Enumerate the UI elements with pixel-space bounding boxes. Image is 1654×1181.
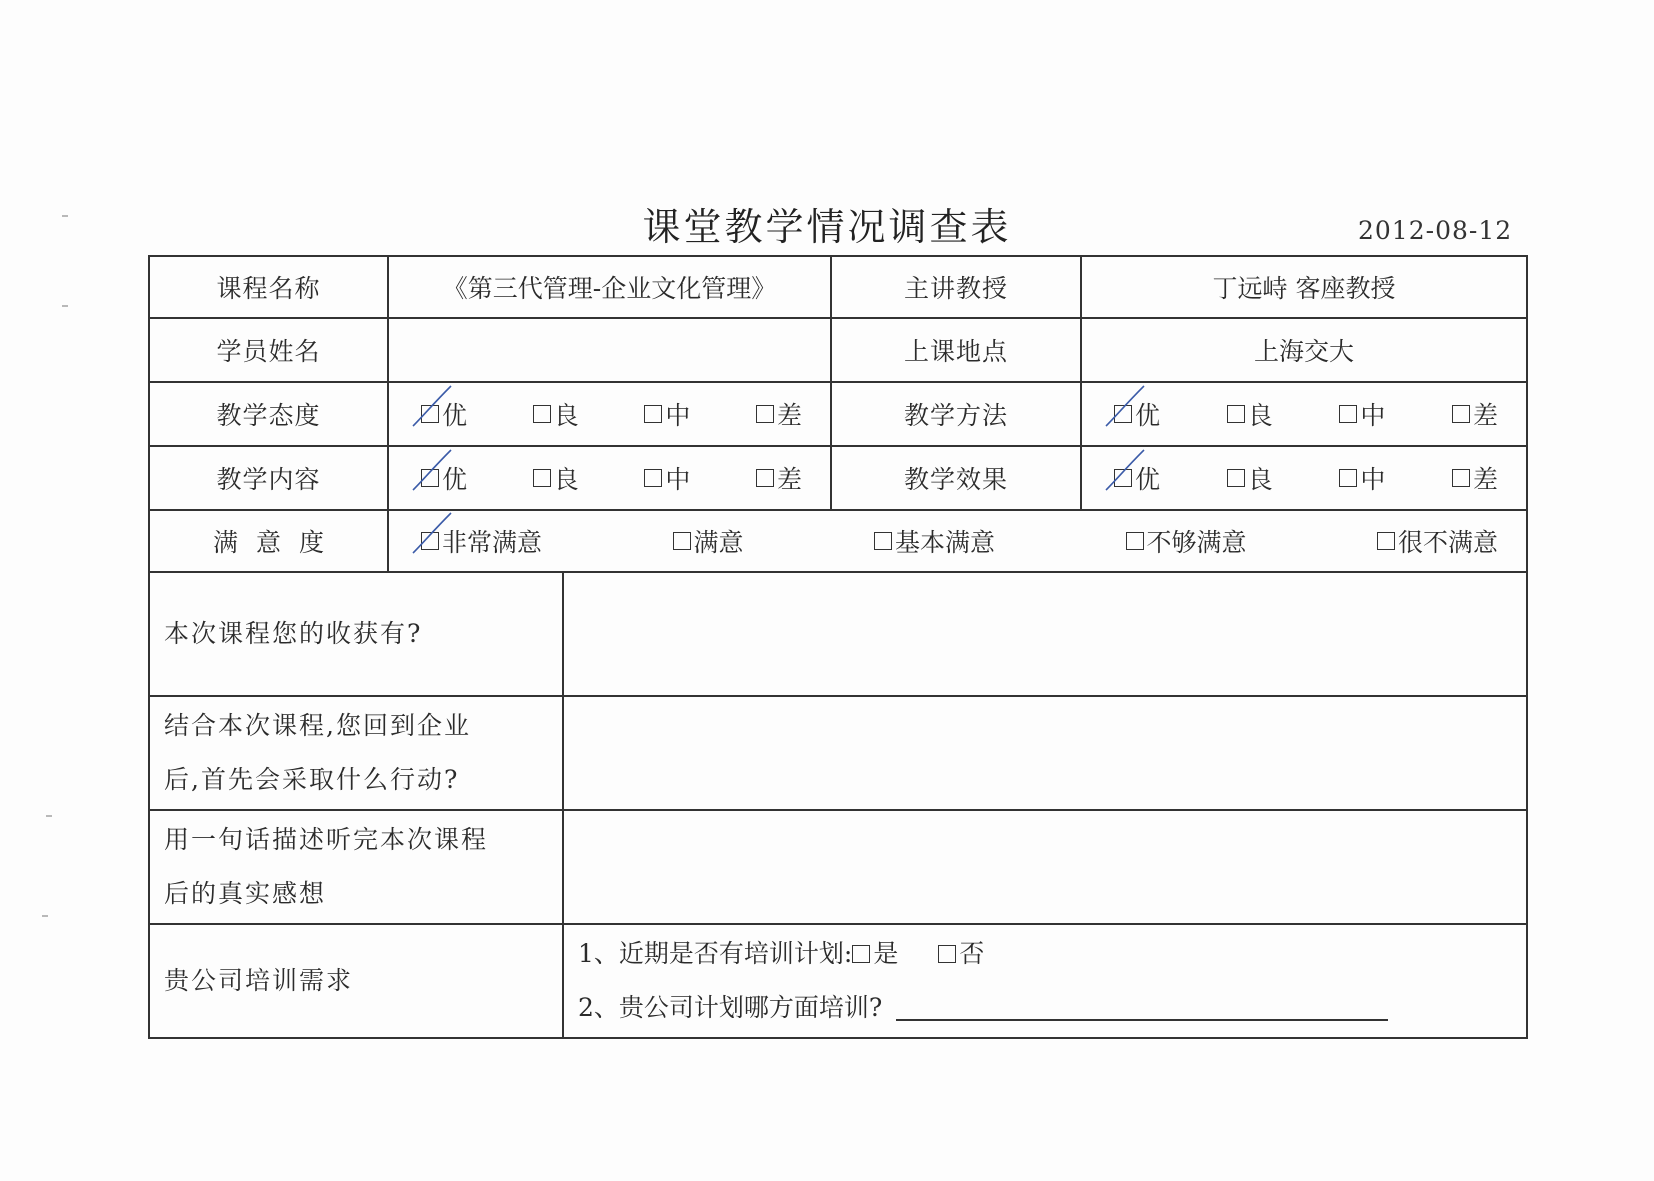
checkbox[interactable] bbox=[1452, 469, 1470, 487]
option-label: 很不满意 bbox=[1398, 528, 1499, 557]
gains-answer[interactable] bbox=[563, 572, 1527, 696]
training-no-label: 否 bbox=[959, 939, 985, 968]
option-label: 满意 bbox=[693, 528, 744, 557]
survey-table bbox=[148, 255, 1528, 1039]
training-answers bbox=[563, 924, 1527, 1038]
option-中[interactable] bbox=[1339, 396, 1385, 432]
checkbox[interactable] bbox=[533, 469, 551, 487]
option-label: 差 bbox=[776, 465, 802, 494]
row-action bbox=[149, 696, 1527, 810]
attitude-option-group bbox=[389, 396, 830, 432]
action-question-line1: 结合本次课程,您回到企业 bbox=[164, 711, 471, 740]
action-question bbox=[149, 696, 563, 810]
option-label: 不够满意 bbox=[1146, 528, 1247, 557]
row-content-effect bbox=[149, 446, 1527, 510]
checkbox[interactable] bbox=[1339, 469, 1357, 487]
option-label: 优 bbox=[442, 465, 468, 494]
row-student bbox=[149, 318, 1527, 382]
checkbox[interactable] bbox=[1339, 405, 1357, 423]
checkbox-no[interactable] bbox=[938, 945, 956, 963]
training-plan-question: 1、近期是否有培训计划: bbox=[578, 939, 853, 968]
checkbox[interactable] bbox=[1227, 469, 1245, 487]
satisfaction-label: 满意度 bbox=[149, 510, 388, 572]
row-gains bbox=[149, 572, 1527, 696]
option-label: 中 bbox=[1360, 401, 1386, 430]
scan-mark bbox=[62, 305, 68, 307]
training-no-option[interactable] bbox=[938, 927, 984, 981]
option-label: 优 bbox=[1135, 401, 1161, 430]
option-不够满意[interactable] bbox=[1126, 523, 1247, 559]
course-label: 课程名称 bbox=[149, 256, 388, 318]
lecturer-label: 主讲教授 bbox=[831, 256, 1081, 318]
effect-option-group bbox=[1082, 460, 1526, 496]
option-label: 中 bbox=[1360, 465, 1386, 494]
option-优[interactable] bbox=[1114, 460, 1160, 496]
option-良[interactable] bbox=[1227, 460, 1273, 496]
course-value[interactable]: 《第三代管理-企业文化管理》 bbox=[388, 256, 831, 318]
option-优[interactable] bbox=[421, 396, 467, 432]
form-date: 2012-08-12 bbox=[1358, 216, 1513, 245]
option-label: 良 bbox=[1247, 401, 1273, 430]
option-label: 差 bbox=[1472, 465, 1498, 494]
row-satisfaction bbox=[149, 510, 1527, 572]
option-label: 良 bbox=[553, 465, 579, 494]
option-差[interactable] bbox=[1452, 396, 1498, 432]
student-name-label: 学员姓名 bbox=[149, 318, 388, 382]
option-label: 良 bbox=[553, 401, 579, 430]
checkbox[interactable] bbox=[1227, 405, 1245, 423]
row-feeling bbox=[149, 810, 1527, 924]
checkbox[interactable] bbox=[421, 532, 439, 550]
checkbox[interactable] bbox=[673, 532, 691, 550]
option-label: 非常满意 bbox=[442, 528, 543, 557]
gains-question: 本次课程您的收获有? bbox=[149, 572, 563, 696]
action-answer[interactable] bbox=[563, 696, 1527, 810]
scan-mark bbox=[42, 915, 48, 917]
option-label: 差 bbox=[776, 401, 802, 430]
effect-label: 教学效果 bbox=[831, 446, 1081, 510]
checkbox[interactable] bbox=[533, 405, 551, 423]
checkbox-yes[interactable] bbox=[852, 945, 870, 963]
feeling-question bbox=[149, 810, 563, 924]
content-option-group bbox=[389, 460, 830, 496]
option-优[interactable] bbox=[1114, 396, 1160, 432]
option-非常满意[interactable] bbox=[421, 523, 542, 559]
satisfaction-options bbox=[388, 510, 1527, 572]
option-良[interactable] bbox=[1227, 396, 1273, 432]
training-label: 贵公司培训需求 bbox=[149, 924, 563, 1038]
student-name-field[interactable] bbox=[388, 318, 831, 382]
content-label: 教学内容 bbox=[149, 446, 388, 510]
feeling-question-line2: 后的真实感想 bbox=[164, 879, 327, 908]
checkbox[interactable] bbox=[421, 469, 439, 487]
action-question-line2: 后,首先会采取什么行动? bbox=[164, 765, 460, 794]
content-options bbox=[388, 446, 831, 510]
training-area-blank[interactable] bbox=[896, 995, 1388, 1021]
option-差[interactable] bbox=[1452, 460, 1498, 496]
option-中[interactable] bbox=[1339, 460, 1385, 496]
option-label: 差 bbox=[1472, 401, 1498, 430]
row-course bbox=[149, 256, 1527, 318]
option-良[interactable] bbox=[533, 460, 579, 496]
training-area-question: 2、贵公司计划哪方面培训? bbox=[578, 993, 883, 1022]
method-options bbox=[1081, 382, 1527, 446]
training-yes-option[interactable] bbox=[852, 927, 898, 981]
method-option-group bbox=[1082, 396, 1526, 432]
satisfaction-option-group bbox=[389, 523, 1526, 559]
location-value[interactable]: 上海交大 bbox=[1081, 318, 1527, 382]
method-label: 教学方法 bbox=[831, 382, 1081, 446]
row-training bbox=[149, 924, 1527, 1038]
checkbox[interactable] bbox=[1452, 405, 1470, 423]
checkbox[interactable] bbox=[874, 532, 892, 550]
checkbox[interactable] bbox=[1377, 532, 1395, 550]
attitude-label: 教学态度 bbox=[149, 382, 388, 446]
checkbox[interactable] bbox=[756, 469, 774, 487]
option-差[interactable] bbox=[756, 460, 802, 496]
training-area-line bbox=[564, 981, 1526, 1035]
option-良[interactable] bbox=[533, 396, 579, 432]
checkbox[interactable] bbox=[644, 469, 662, 487]
option-label: 优 bbox=[1135, 465, 1161, 494]
option-差[interactable] bbox=[756, 396, 802, 432]
feeling-question-line1: 用一句话描述听完本次课程 bbox=[164, 825, 489, 854]
option-优[interactable] bbox=[421, 460, 467, 496]
option-满意[interactable] bbox=[673, 523, 744, 559]
option-label: 中 bbox=[665, 401, 691, 430]
option-label: 基本满意 bbox=[895, 528, 996, 557]
training-yes-label: 是 bbox=[873, 939, 899, 968]
option-中[interactable] bbox=[644, 396, 690, 432]
scan-mark bbox=[46, 815, 52, 817]
option-中[interactable] bbox=[644, 460, 690, 496]
location-label: 上课地点 bbox=[831, 318, 1081, 382]
attitude-options bbox=[388, 382, 831, 446]
checkbox[interactable] bbox=[1126, 532, 1144, 550]
option-基本满意[interactable] bbox=[874, 523, 995, 559]
checkbox[interactable] bbox=[756, 405, 774, 423]
checkbox[interactable] bbox=[1114, 405, 1132, 423]
form-title: 课堂教学情况调查表 bbox=[642, 205, 1012, 249]
checkbox[interactable] bbox=[644, 405, 662, 423]
option-label: 优 bbox=[442, 401, 468, 430]
checkbox[interactable] bbox=[421, 405, 439, 423]
effect-options bbox=[1081, 446, 1527, 510]
row-attitude-method bbox=[149, 382, 1527, 446]
training-plan-line bbox=[564, 927, 1526, 981]
lecturer-value[interactable]: 丁远峙 客座教授 bbox=[1081, 256, 1527, 318]
option-label: 中 bbox=[665, 465, 691, 494]
checkbox[interactable] bbox=[1114, 469, 1132, 487]
option-label: 良 bbox=[1247, 465, 1273, 494]
feeling-answer[interactable] bbox=[563, 810, 1527, 924]
option-很不满意[interactable] bbox=[1377, 523, 1498, 559]
